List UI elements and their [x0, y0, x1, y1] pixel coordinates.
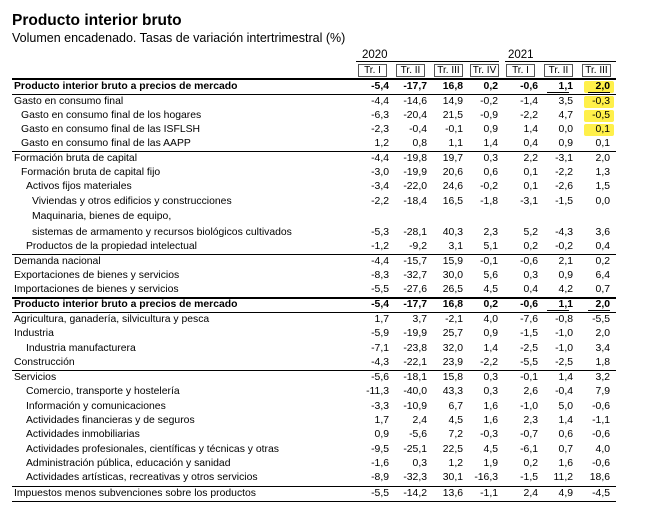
- row-label: Actividades financieras y de seguros: [26, 415, 195, 426]
- table-cell: -0,1: [445, 124, 463, 135]
- table-row: [0, 371, 657, 384]
- table-cell: -1,0: [555, 328, 573, 339]
- table-cell: -32,3: [403, 472, 427, 483]
- table-cell: 23,9: [442, 357, 463, 368]
- table-cell: 1,8: [595, 357, 610, 368]
- table-cell: 2,4: [412, 415, 427, 426]
- table-cell: 0,6: [483, 167, 498, 178]
- table-cell: -18,1: [403, 372, 427, 383]
- table-cell: -22,0: [403, 181, 427, 192]
- row-label: Gasto en consumo final de las AAPP: [21, 138, 191, 149]
- table-cell: 4,7: [558, 110, 573, 121]
- table-cell: -2,1: [445, 314, 463, 325]
- row-label: Administración pública, educación y sanidad: [26, 458, 231, 469]
- table-cell: 2,3: [483, 227, 498, 238]
- table-cell: 1,1: [448, 138, 463, 149]
- table-cell: 18,6: [589, 472, 610, 483]
- row-label: Industria: [14, 328, 54, 339]
- table-cell: 1,2: [448, 458, 463, 469]
- table-cell: 1,6: [483, 401, 498, 412]
- row-label: Exportaciones de bienes y servicios: [14, 270, 180, 281]
- table-cell: 2,4: [523, 488, 538, 499]
- table-cell: 0,0: [558, 124, 573, 135]
- table-cell: -0,6: [592, 429, 610, 440]
- table-cell: 1,1: [558, 299, 573, 310]
- table-cell: -4,4: [371, 96, 389, 107]
- table-cell: 3,5: [558, 96, 573, 107]
- row-label: Activos fijos materiales: [26, 181, 132, 192]
- quarter-header: Tr. III: [582, 64, 611, 77]
- table-cell: 15,8: [442, 372, 463, 383]
- table-cell: -4,4: [371, 256, 389, 267]
- table-cell: -19,8: [403, 153, 427, 164]
- table-cell: -10,9: [403, 401, 427, 412]
- table-cell: -1,6: [371, 458, 389, 469]
- table-row: [0, 210, 657, 223]
- table-cell: 6,4: [595, 270, 610, 281]
- table-cell: -1,4: [520, 96, 538, 107]
- row-label: Construcción: [14, 357, 75, 368]
- table-cell: -5,5: [592, 314, 610, 325]
- table-cell: -9,2: [409, 241, 427, 252]
- year-2021-label: 2021: [508, 49, 534, 61]
- table-cell: -16,3: [474, 472, 498, 483]
- table-cell: -0,3: [592, 96, 610, 107]
- table-cell: -20,4: [403, 110, 427, 121]
- row-label: Maquinaria, bienes de equipo,: [32, 211, 172, 222]
- table-cell: -8,9: [371, 472, 389, 483]
- table-cell: 0,2: [523, 241, 538, 252]
- table-cell: -4,4: [371, 153, 389, 164]
- table-cell: 0,9: [483, 328, 498, 339]
- table-cell: 0,2: [483, 299, 498, 310]
- table-cell: -3,1: [555, 153, 573, 164]
- quarter-header: Tr. IV: [470, 64, 499, 77]
- value-underline: [547, 92, 569, 93]
- table-cell: 0,3: [483, 153, 498, 164]
- row-label: Industria manufacturera: [26, 343, 136, 354]
- table-cell: -0,8: [555, 314, 573, 325]
- table-cell: -0,1: [480, 256, 498, 267]
- table-cell: -3,1: [520, 196, 538, 207]
- table-cell: -1,5: [520, 328, 538, 339]
- table-cell: 1,5: [595, 181, 610, 192]
- page-title: Producto interior bruto: [12, 12, 182, 29]
- table-cell: 0,9: [374, 429, 389, 440]
- table-cell: -8,3: [371, 270, 389, 281]
- table-cell: -5,9: [371, 328, 389, 339]
- row-label: Formación bruta de capital fijo: [21, 167, 161, 178]
- table-cell: -0,2: [480, 181, 498, 192]
- table-cell: 4,5: [483, 284, 498, 295]
- table-cell: -0,4: [409, 124, 427, 135]
- table-cell: 0,2: [595, 256, 610, 267]
- table-cell: 0,3: [523, 270, 538, 281]
- table-cell: 3,6: [595, 227, 610, 238]
- table-cell: -0,6: [520, 299, 538, 310]
- row-label: sistemas de armamento y recursos biológicos cultivados: [32, 227, 292, 238]
- table-row: [0, 240, 657, 253]
- table-cell: -3,4: [371, 181, 389, 192]
- table-cell: -6,1: [520, 444, 538, 455]
- table-cell: -0,6: [520, 81, 538, 92]
- table-cell: -5,4: [371, 81, 389, 92]
- table-cell: 2,0: [595, 81, 610, 92]
- value-underline: [547, 310, 569, 311]
- table-cell: 0,3: [412, 458, 427, 469]
- table-cell: -7,1: [371, 343, 389, 354]
- table-cell: -0,4: [555, 386, 573, 397]
- table-row: [0, 95, 657, 108]
- table-cell: 0,0: [595, 196, 610, 207]
- table-cell: -22,1: [403, 357, 427, 368]
- table-cell: -14,6: [403, 96, 427, 107]
- table-cell: -25,1: [403, 444, 427, 455]
- table-cell: -1,8: [480, 196, 498, 207]
- row-label: Viviendas y otros edificios y construcciones: [32, 196, 232, 207]
- table-cell: -0,6: [592, 401, 610, 412]
- table-cell: 0,9: [558, 270, 573, 281]
- table-cell: -17,7: [403, 81, 427, 92]
- table-cell: 0,3: [483, 372, 498, 383]
- table-cell: -2,5: [555, 357, 573, 368]
- table-cell: -2,3: [371, 124, 389, 135]
- value-underline: [588, 92, 610, 93]
- table-cell: -0,2: [555, 241, 573, 252]
- table-cell: 1,7: [374, 314, 389, 325]
- table-row: [0, 269, 657, 282]
- row-label: Importaciones de bienes y servicios: [14, 284, 179, 295]
- table-cell: -0,2: [480, 96, 498, 107]
- table-cell: 2,3: [523, 415, 538, 426]
- table-row: [0, 313, 657, 326]
- table-cell: -5,5: [371, 284, 389, 295]
- table-row: [0, 487, 657, 500]
- table-cell: -11,3: [366, 386, 389, 397]
- table-cell: -2,2: [555, 167, 573, 178]
- table-cell: 24,6: [442, 181, 463, 192]
- table-cell: 40,3: [442, 227, 463, 238]
- table-row: [0, 226, 657, 239]
- table-cell: 4,0: [483, 314, 498, 325]
- table-row: [0, 152, 657, 165]
- table-cell: 0,4: [523, 138, 538, 149]
- table-cell: 0,4: [523, 284, 538, 295]
- table-row: [0, 180, 657, 193]
- table-cell: -40,0: [403, 386, 427, 397]
- table-cell: 14,9: [442, 96, 463, 107]
- table-cell: -23,8: [403, 343, 427, 354]
- table-cell: 20,6: [442, 167, 463, 178]
- quarter-header: Tr. III: [434, 64, 463, 77]
- row-label: Producto interior bruto a precios de mercado: [14, 299, 238, 310]
- table-row: [0, 137, 657, 150]
- table-cell: 4,5: [448, 415, 463, 426]
- table-cell: 0,7: [558, 444, 573, 455]
- table-row: [0, 327, 657, 340]
- table-cell: -1,5: [555, 196, 573, 207]
- table-cell: 16,8: [442, 81, 463, 92]
- table-cell: -6,3: [371, 110, 389, 121]
- table-cell: 0,1: [523, 181, 538, 192]
- table-row: [0, 123, 657, 136]
- table-cell: -1,1: [592, 415, 610, 426]
- row-label: Gasto en consumo final de las ISFLSH: [21, 124, 201, 135]
- table-cell: -2,5: [520, 343, 538, 354]
- table-cell: -2,2: [371, 196, 389, 207]
- row-label: Impuestos menos subvenciones sobre los productos: [14, 488, 257, 499]
- table-cell: -0,9: [480, 110, 498, 121]
- table-cell: -28,1: [403, 227, 427, 238]
- table-cell: 25,7: [442, 328, 463, 339]
- table-cell: -4,5: [592, 488, 610, 499]
- table-cell: -19,9: [403, 328, 427, 339]
- table-cell: -9,5: [371, 444, 389, 455]
- quarter-header: Tr. II: [396, 64, 425, 77]
- table-cell: 19,7: [442, 153, 463, 164]
- table-cell: 0,4: [595, 241, 610, 252]
- table-cell: 22,5: [442, 444, 463, 455]
- table-cell: 7,9: [595, 386, 610, 397]
- table-cell: 4,9: [558, 488, 573, 499]
- table-cell: 0,8: [412, 138, 427, 149]
- table-cell: 30,1: [442, 472, 463, 483]
- row-label: Actividades artísticas, recreativas y otros servicios: [26, 472, 258, 483]
- table-row: [0, 109, 657, 122]
- table-cell: 16,8: [442, 299, 463, 310]
- quarter-header: Tr. I: [506, 64, 535, 77]
- table-cell: 3,7: [412, 314, 427, 325]
- table-cell: -0,3: [480, 429, 498, 440]
- quarter-header: Tr. I: [358, 64, 387, 77]
- year-2020-label: 2020: [362, 49, 388, 61]
- table-cell: 1,7: [374, 415, 389, 426]
- table-cell: -0,6: [592, 458, 610, 469]
- table-cell: -5,6: [371, 372, 389, 383]
- table-row: [0, 283, 657, 296]
- table-cell: -5,3: [371, 227, 389, 238]
- row-label: Comercio, transporte y hostelería: [26, 386, 180, 397]
- table-cell: 1,6: [483, 415, 498, 426]
- table-cell: 5,0: [558, 401, 573, 412]
- table-cell: -1,2: [371, 241, 389, 252]
- table-cell: -19,9: [403, 167, 427, 178]
- table-cell: 0,1: [523, 167, 538, 178]
- table-cell: -1,5: [520, 472, 538, 483]
- table-cell: -1,0: [555, 343, 573, 354]
- table-cell: 0,6: [558, 429, 573, 440]
- table-cell: -0,5: [592, 110, 610, 121]
- table-cell: 0,7: [595, 284, 610, 295]
- table-cell: 11,2: [553, 472, 573, 483]
- table-cell: -2,2: [520, 110, 538, 121]
- table-cell: 1,4: [483, 343, 498, 354]
- table-cell: 0,1: [595, 138, 610, 149]
- table-cell: -2,2: [480, 357, 498, 368]
- table-cell: 1,6: [558, 458, 573, 469]
- table-cell: 4,0: [595, 444, 610, 455]
- table-cell: 13,6: [442, 488, 463, 499]
- row-label: Demanda nacional: [14, 256, 101, 267]
- table-cell: 2,2: [523, 153, 538, 164]
- table-row: [0, 166, 657, 179]
- year-2020-rule: [356, 61, 499, 62]
- table-cell: 1,4: [558, 372, 573, 383]
- table-cell: -17,7: [403, 299, 427, 310]
- table-cell: -5,5: [371, 488, 389, 499]
- table-cell: 3,2: [595, 372, 610, 383]
- page-subtitle: Volumen encadenado. Tasas de variación intertrimestral (%): [12, 31, 346, 45]
- value-underline: [588, 310, 610, 311]
- row-label: Gasto en consumo final de los hogares: [21, 110, 202, 121]
- table-cell: 1,1: [558, 81, 573, 92]
- table-cell: 2,0: [595, 299, 610, 310]
- table-cell: 2,0: [595, 328, 610, 339]
- table-cell: -5,5: [520, 357, 538, 368]
- row-label: Información y comunicaciones: [26, 401, 166, 412]
- table-cell: 0,9: [558, 138, 573, 149]
- table-row: [0, 414, 657, 427]
- table-cell: 1,4: [558, 415, 573, 426]
- table-cell: -4,3: [371, 357, 389, 368]
- table-cell: 0,9: [483, 124, 498, 135]
- table-cell: 5,1: [483, 241, 498, 252]
- table-cell: -15,7: [403, 256, 427, 267]
- table-cell: -3,0: [371, 167, 389, 178]
- table-cell: 7,2: [448, 429, 463, 440]
- table-cell: 16,5: [442, 196, 463, 207]
- row-label: Formación bruta de capital: [14, 153, 138, 164]
- table-cell: 5,2: [523, 227, 538, 238]
- table-cell: 30,0: [442, 270, 463, 281]
- table-cell: 1,4: [523, 124, 538, 135]
- table-cell: 0,2: [523, 458, 538, 469]
- table-cell: 1,3: [595, 167, 610, 178]
- table-cell: 3,4: [595, 343, 610, 354]
- table-cell: 4,2: [558, 284, 573, 295]
- table-row: [0, 385, 657, 398]
- table-cell: -0,6: [520, 256, 538, 267]
- table-cell: -1,1: [480, 488, 498, 499]
- table-cell: -2,6: [555, 181, 573, 192]
- row-label: Actividades profesionales, científicas y técnicas y otras: [26, 444, 279, 455]
- table-cell: 21,5: [442, 110, 463, 121]
- table-cell: 0,3: [483, 386, 498, 397]
- year-2021-rule: [505, 61, 616, 62]
- table-cell: -4,3: [555, 227, 573, 238]
- table-row: [0, 471, 657, 484]
- table-row: [0, 443, 657, 456]
- table-cell: 5,6: [483, 270, 498, 281]
- quarter-header: Tr. II: [544, 64, 573, 77]
- table-cell: -18,4: [403, 196, 427, 207]
- table-cell: 2,1: [558, 256, 573, 267]
- table-row: [0, 457, 657, 470]
- table-cell: 3,1: [448, 241, 463, 252]
- table-cell: 1,9: [483, 458, 498, 469]
- table-cell: -3,3: [371, 401, 389, 412]
- table-cell: 0,2: [483, 81, 498, 92]
- table-cell: -27,6: [403, 284, 427, 295]
- table-cell: -7,6: [520, 314, 538, 325]
- table-row: [0, 195, 657, 208]
- table-cell: -1,0: [520, 401, 538, 412]
- table-row: [0, 428, 657, 441]
- table-row: [0, 342, 657, 355]
- table-cell: -5,4: [371, 299, 389, 310]
- row-label: Productos de la propiedad intelectual: [26, 241, 197, 252]
- table-row: [0, 356, 657, 369]
- table-bottom-rule: [12, 501, 616, 502]
- table-cell: 32,0: [442, 343, 463, 354]
- table-cell: 6,7: [448, 401, 463, 412]
- row-label: Producto interior bruto a precios de mercado: [14, 81, 238, 92]
- table-cell: -0,7: [520, 429, 538, 440]
- row-label: Servicios: [14, 372, 57, 383]
- row-label: Actividades inmobiliarias: [26, 429, 140, 440]
- table-cell: 26,5: [442, 284, 463, 295]
- table-cell: -5,6: [409, 429, 427, 440]
- table-cell: 4,5: [483, 444, 498, 455]
- table-cell: 2,0: [595, 153, 610, 164]
- table-cell: 1,4: [483, 138, 498, 149]
- table-row: [0, 255, 657, 268]
- table-cell: 2,6: [523, 386, 538, 397]
- table-cell: -0,1: [520, 372, 538, 383]
- row-label: Agricultura, ganadería, silvicultura y pesca: [14, 314, 210, 325]
- table-cell: 43,3: [442, 386, 463, 397]
- table-cell: 15,9: [442, 256, 463, 267]
- table-row: [0, 400, 657, 413]
- table-cell: -14,2: [403, 488, 427, 499]
- table-cell: 0,1: [595, 124, 610, 135]
- table-header: [0, 0, 657, 80]
- table-cell: -32,7: [403, 270, 427, 281]
- table-cell: 1,2: [374, 138, 389, 149]
- row-label: Gasto en consumo final: [14, 96, 124, 107]
